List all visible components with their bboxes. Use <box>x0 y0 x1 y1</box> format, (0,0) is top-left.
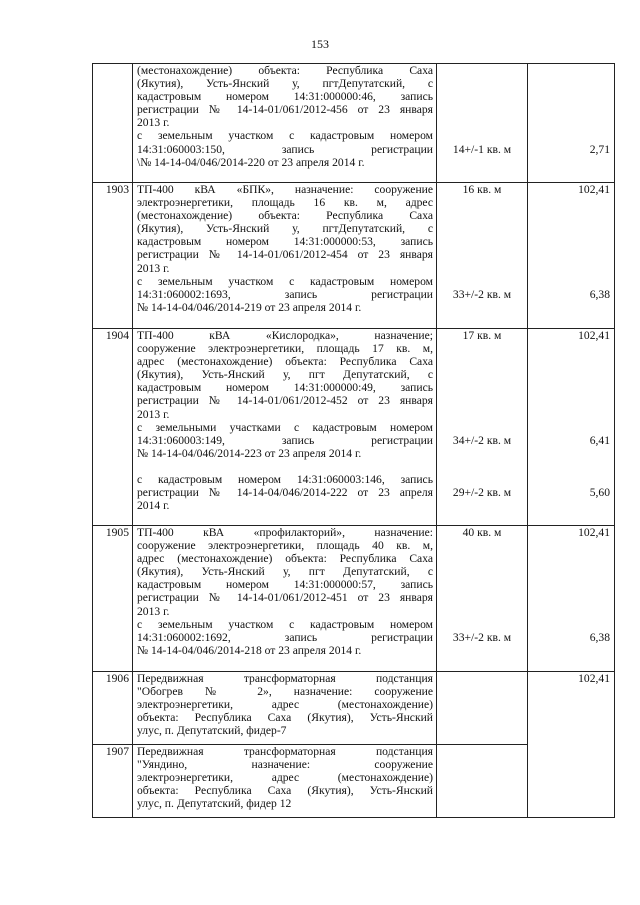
description-line: регистрации № 14-14-01/061/2012-454 от 23 января <box>137 248 433 262</box>
description-line: № 14-14-04/046/2014-218 от 23 апреля 2014 г. <box>137 643 362 657</box>
description-line: 14:31:060002:1692, запись регистрации <box>137 630 433 644</box>
description-line: (Якутия), Усть-Янский у, пгт Депутатский, с <box>137 565 433 579</box>
row-area <box>437 745 528 818</box>
description-line: (Якутия), Усть-Янский у, пгтДепутатский, с <box>137 77 433 91</box>
description-line: кадастровым номером 14:31:000000:46, запись <box>137 90 433 104</box>
table-row <box>93 183 615 329</box>
row-area <box>437 64 528 183</box>
description-line: кадастровым номером 14:31:000000:49, запись <box>137 381 433 395</box>
row-number: 1904 <box>93 329 133 526</box>
description-line: с земельным участком с кадастровым номером <box>137 617 433 631</box>
row-value <box>528 672 615 745</box>
table-row <box>93 672 615 745</box>
row-description <box>133 183 437 329</box>
row-number: 1907 <box>93 745 133 818</box>
description-line: сооружение электроэнергетики, площадь 17 кв. м, <box>137 342 433 356</box>
description-line: электроэнергетики, адрес (местонахождение) <box>137 771 433 785</box>
row-value <box>528 745 615 818</box>
object-value: 102,41 <box>578 183 610 196</box>
description-line: с земельным участком с кадастровым номером <box>137 129 433 143</box>
description-line: № 14-14-04/046/2014-219 от 23 апреля 2014 г. <box>137 300 362 314</box>
object-area: 17 кв. м <box>462 329 502 342</box>
description-line: (местонахождение) объекта: Республика Саха <box>137 209 433 223</box>
row-area <box>437 183 528 329</box>
description-line: 2013 г. <box>137 407 170 421</box>
table-row <box>93 64 615 183</box>
object-area: 40 кв. м <box>462 526 502 539</box>
description-line: ТП-400 кВА «Кислородка», назначение; <box>137 329 433 342</box>
description-line: № 14-14-04/046/2014-223 от 23 апреля 2014 г. <box>137 446 362 460</box>
row-number: 1906 <box>93 672 133 745</box>
description-line: регистрации № 14-14-01/061/2012-452 от 23 января <box>137 394 433 408</box>
description-line: адрес (местонахождение) объекта: Республика Саха <box>137 552 433 566</box>
description-line: объекта: Республика Саха (Якутия), Усть-Янский <box>137 784 433 798</box>
description-line: ТП-400 кВА «БПК», назначение: сооружение <box>137 183 433 196</box>
description-line: с земельными участками с кадастровым номером <box>137 420 433 434</box>
row-value <box>528 183 615 329</box>
land-plot-value: 6,38 <box>589 630 610 644</box>
description-line: электроэнергетики, площадь 16 кв. м, адрес <box>137 196 433 210</box>
description-line: адрес (местонахождение) объекта: Республика Саха <box>137 355 433 369</box>
description-line: регистрации № 14-14-01/061/2012-456 от 23 января <box>137 103 433 117</box>
land-plot-area: 34+/-2 кв. м <box>452 433 512 447</box>
description-line: 2013 г. <box>137 116 170 130</box>
description-line: Передвижная трансформаторная подстанция <box>137 672 433 685</box>
row-value <box>528 329 615 526</box>
object-value: 102,41 <box>578 526 610 539</box>
land-plot-value: 5,60 <box>589 486 610 500</box>
row-description <box>133 526 437 672</box>
object-value: 102,41 <box>578 329 610 342</box>
land-plot-area: 29+/-2 кв. м <box>452 486 512 500</box>
description-line: "Уяндино, назначение: сооружение <box>137 758 433 772</box>
land-plot-value: 6,41 <box>589 433 610 447</box>
object-value: 102,41 <box>578 672 610 685</box>
row-number: 1903 <box>93 183 133 329</box>
description-line: объекта: Республика Саха (Якутия), Усть-Янский <box>137 711 433 725</box>
row-value <box>528 64 615 183</box>
register-table <box>92 63 615 818</box>
row-value <box>528 526 615 672</box>
description-line: с земельным участком с кадастровым номером <box>137 274 433 288</box>
row-description <box>133 64 437 183</box>
land-plot-value: 6,38 <box>589 287 610 301</box>
table-row <box>93 745 615 818</box>
land-plot-area: 33+/-2 кв. м <box>452 287 512 301</box>
description-line: регистрации № 14-14-01/061/2012-451 от 23 января <box>137 591 433 605</box>
description-line: Передвижная трансформаторная подстанция <box>137 745 433 758</box>
row-area <box>437 526 528 672</box>
description-line: с кадастровым номером 14:31:060003:146, запись <box>137 473 433 487</box>
description-line: кадастровым номером 14:31:000000:57, запись <box>137 578 433 592</box>
description-line: ТП-400 кВА «профилакторий», назначение: <box>137 526 433 539</box>
land-plot-area: 14+/-1 кв. м <box>452 142 512 156</box>
land-plot-value: 2,71 <box>589 142 610 156</box>
description-line: 14:31:060003:149, запись регистрации <box>137 433 433 447</box>
land-plot-area: 33+/-2 кв. м <box>452 630 512 644</box>
row-area <box>437 329 528 526</box>
description-line: сооружение электроэнергетики, площадь 40 кв. м, <box>137 539 433 553</box>
description-line: улус, п. Депутатский, фидер 12 <box>137 797 292 811</box>
description-line: (местонахождение) объекта: Республика Саха <box>137 64 433 77</box>
page-number: 153 <box>311 37 329 51</box>
description-line: 14:31:060002:1693, запись регистрации <box>137 287 433 301</box>
description-line: (Якутия), Усть-Янский у, пгтДепутатский, с <box>137 222 433 236</box>
description-line: электроэнергетики, адрес (местонахождение) <box>137 698 433 712</box>
object-area: 16 кв. м <box>462 183 502 196</box>
description-line: 2013 г. <box>137 604 170 618</box>
row-description <box>133 745 437 818</box>
row-number <box>93 64 133 183</box>
description-line: 14:31:060003:150, запись регистрации <box>137 142 433 156</box>
description-line: (Якутия), Усть-Янский у, пгт Депутатский, с <box>137 368 433 382</box>
table-row <box>93 329 615 526</box>
description-line: улус, п. Депутатский, фидер-7 <box>137 724 287 738</box>
description-line: регистрации № 14-14-04/046/2014-222 от 23 апреля <box>137 486 433 500</box>
description-line: 2014 г. <box>137 499 170 513</box>
description-line: \№ 14-14-04/046/2014-220 от 23 апреля 2014 г. <box>137 155 365 169</box>
row-area <box>437 672 528 745</box>
description-line: 2013 г. <box>137 261 170 275</box>
row-description <box>133 672 437 745</box>
row-description <box>133 329 437 526</box>
description-line: кадастровым номером 14:31:000000:53, запись <box>137 235 433 249</box>
table-row <box>93 526 615 672</box>
row-number: 1905 <box>93 526 133 672</box>
description-line: "Обогрев № 2», назначение: сооружение <box>137 685 433 699</box>
